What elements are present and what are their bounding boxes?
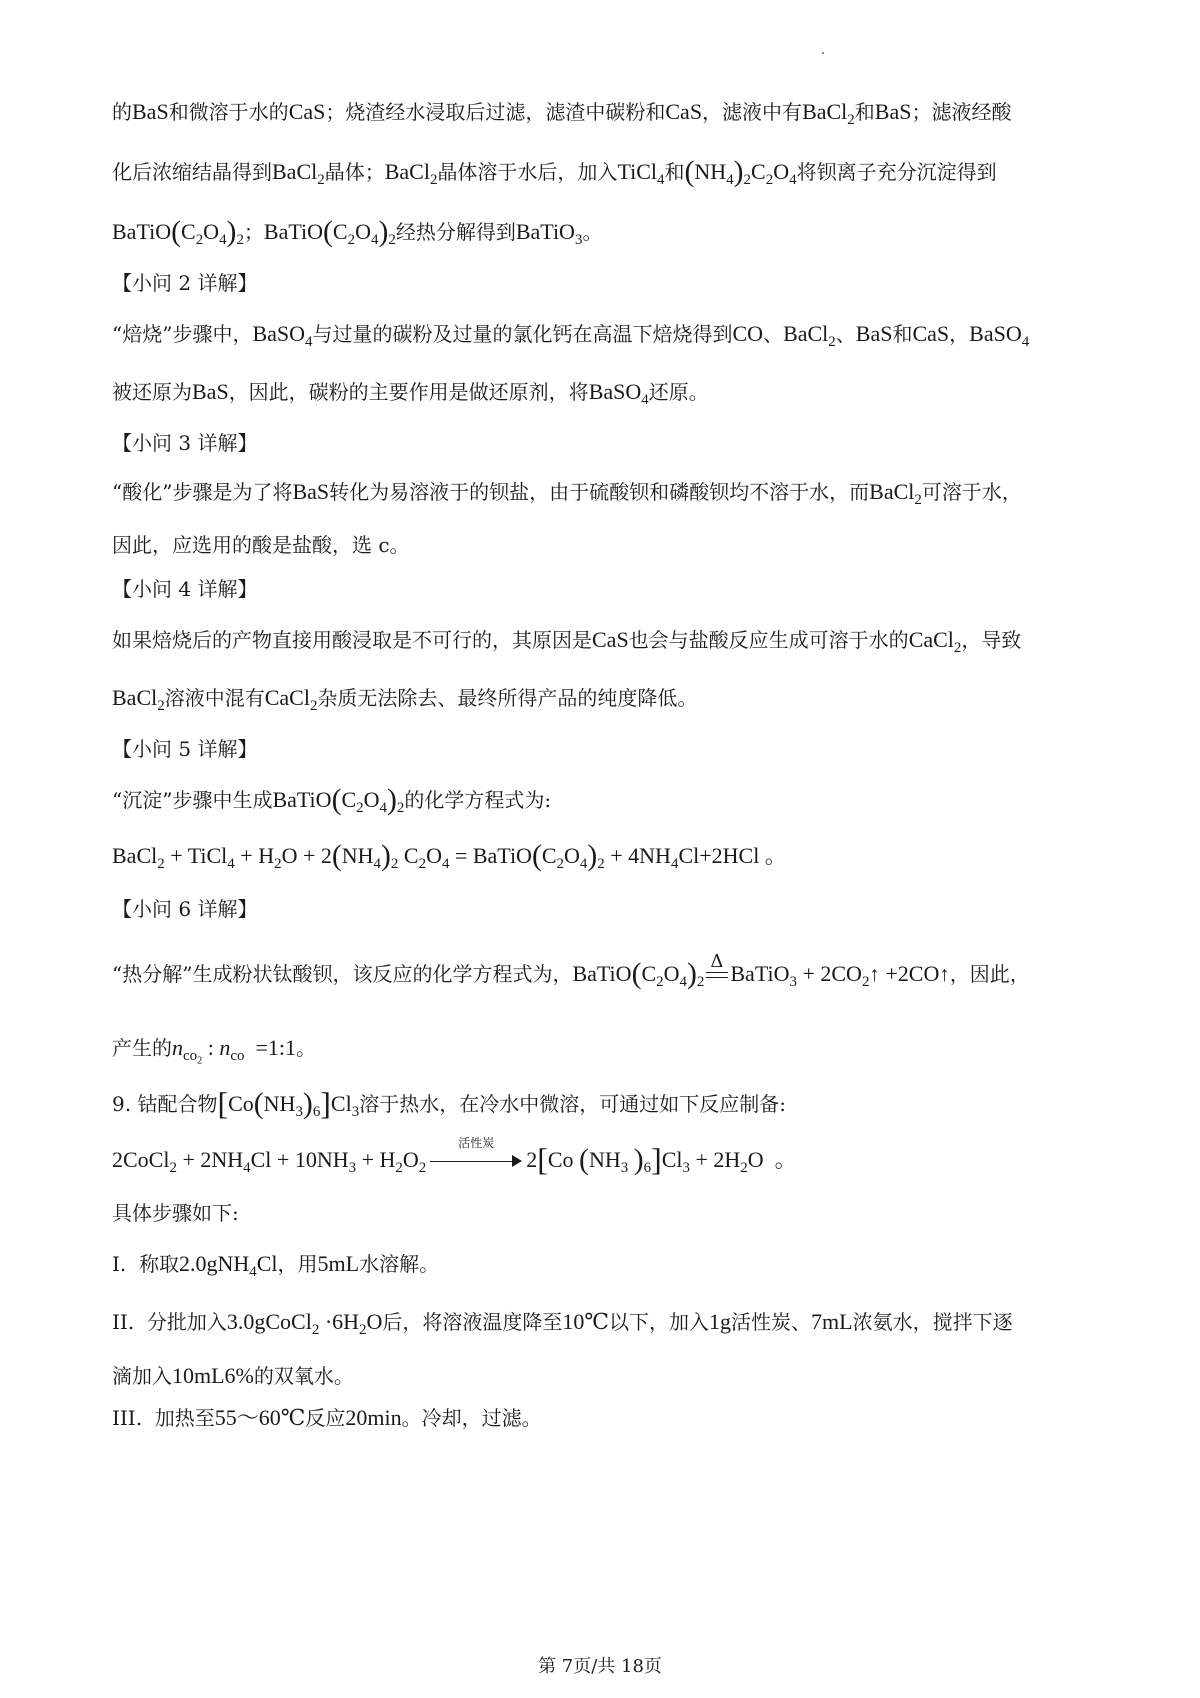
text-line: “沉淀”步骤中生成$BaTiO(C_2O_4)_2$的化学方程式为: bbox=[112, 783, 552, 816]
text-line: $BaTiO(C_2O_4)_2$；$BaTiO(C_2O_4)_2$经热分解得到BaTiO$_3$。 bbox=[112, 215, 603, 248]
text-line: 滴加入10mL6%的双氧水。 bbox=[112, 1363, 354, 1388]
text-line: BaCl$_2$溶液中混有CaCl$_2$杂质无法除去、最终所得产品的纯度降低。 bbox=[112, 685, 698, 714]
section-heading: 【小问 3 详解】 bbox=[112, 431, 258, 455]
section-heading: 【小问 4 详解】 bbox=[112, 577, 258, 601]
text-line: 化后浓缩结晶得到BaCl$_2$晶体；BaCl$_2$晶体溶于水后，加入TiCl$_4$和$(NH_4)_2C_2O_4$将钡离子充分沉淀得到 bbox=[112, 155, 997, 188]
text-span: “热分解”生成粉状钛酸钡，该反应的化学方程式为， bbox=[112, 962, 573, 986]
text-line: “酸化”步骤是为了将BaS转化为易溶液于的钡盐，由于硫酸钡和磷酸钡均不溶于水，而BaCl$_2$可溶于水， bbox=[112, 479, 1022, 508]
equation-line: BaCl$_2$ + TiCl$_4$ + $H_2O + 2(NH_4)_2$ $C_2O_4$ = $BaTiO(C_2O_4)_2 + 4NH_4Cl+2HCl$ 。 bbox=[112, 839, 787, 872]
question-9: 9. 钴配合物$[Co(NH_3)_6]Cl_3$溶于热水，在冷水中微溶，可通过如下反应制备: bbox=[112, 1086, 786, 1122]
reaction-arrow: 活性炭 bbox=[430, 1152, 522, 1172]
step-2: II. 分批加入3.0gCoCl$_2$ $\cdot 6H_2O$后，将溶液温度降至10℃以下，加入1g活性炭、7mL浓氨水，搅拌下逐 bbox=[112, 1309, 1013, 1338]
step-3: III. 加热至55～60℃反应20min。冷却，过滤。 bbox=[112, 1405, 542, 1430]
section-heading: 【小问 6 详解】 bbox=[112, 897, 258, 921]
section-heading: 【小问 2 详解】 bbox=[112, 271, 258, 295]
text-line: 产生的$n_{co_2}$ : $n_{co}$ =1:1。 bbox=[112, 1035, 316, 1067]
equation-line: 2CoCl$_2$ + $2NH_4Cl + 10NH_3 + H_2O_2$ 活性炭 2[Co ($NH_3$ )$_6]Cl_3 + 2H_2O$ 。 bbox=[112, 1135, 797, 1178]
text-line: “热分解”生成粉状钛酸钡，该反应的化学方程式为，$BaTiO(C_2O_4)_2$ Δ BaTiO$_3$ + $2CO_2↑$ +2CO↑，因此， bbox=[112, 950, 1030, 990]
text-span: ，因此， bbox=[949, 962, 1030, 986]
section-heading: 【小问 5 详解】 bbox=[112, 737, 258, 761]
heat-condition-sign: Δ bbox=[704, 966, 730, 986]
text-line: 如果焙烧后的产物直接用酸浸取是不可行的，其原因是CaS也会与盐酸反应生成可溶于水的CaCl$_2$，导致 bbox=[112, 627, 1022, 656]
text-line: 的BaS和微溶于水的CaS；烧渣经水浸取后过滤，滤渣中碳粉和CaS，滤液中有BaCl$_2$和BaS；滤液经酸 bbox=[112, 99, 1012, 128]
scan-speck bbox=[822, 52, 824, 54]
page-footer: 第 7页/共 18页 bbox=[538, 1656, 662, 1677]
text-line: “焙烧”步骤中，BaSO$_4$与过量的碳粉及过量的氯化钙在高温下焙烧得到CO、BaCl$_2$、BaS和CaS，BaSO$_4$ bbox=[112, 321, 1030, 350]
text-line: 因此，应选用的酸是盐酸，选 c。 bbox=[112, 533, 410, 557]
step-1: I. 称取2.0gNH$_4$Cl，用5mL水溶解。 bbox=[112, 1251, 440, 1280]
text-line: 被还原为BaS，因此，碳粉的主要作用是做还原剂，将BaSO$_4$还原。 bbox=[112, 379, 709, 408]
text-line: 具体步骤如下: bbox=[112, 1201, 239, 1225]
